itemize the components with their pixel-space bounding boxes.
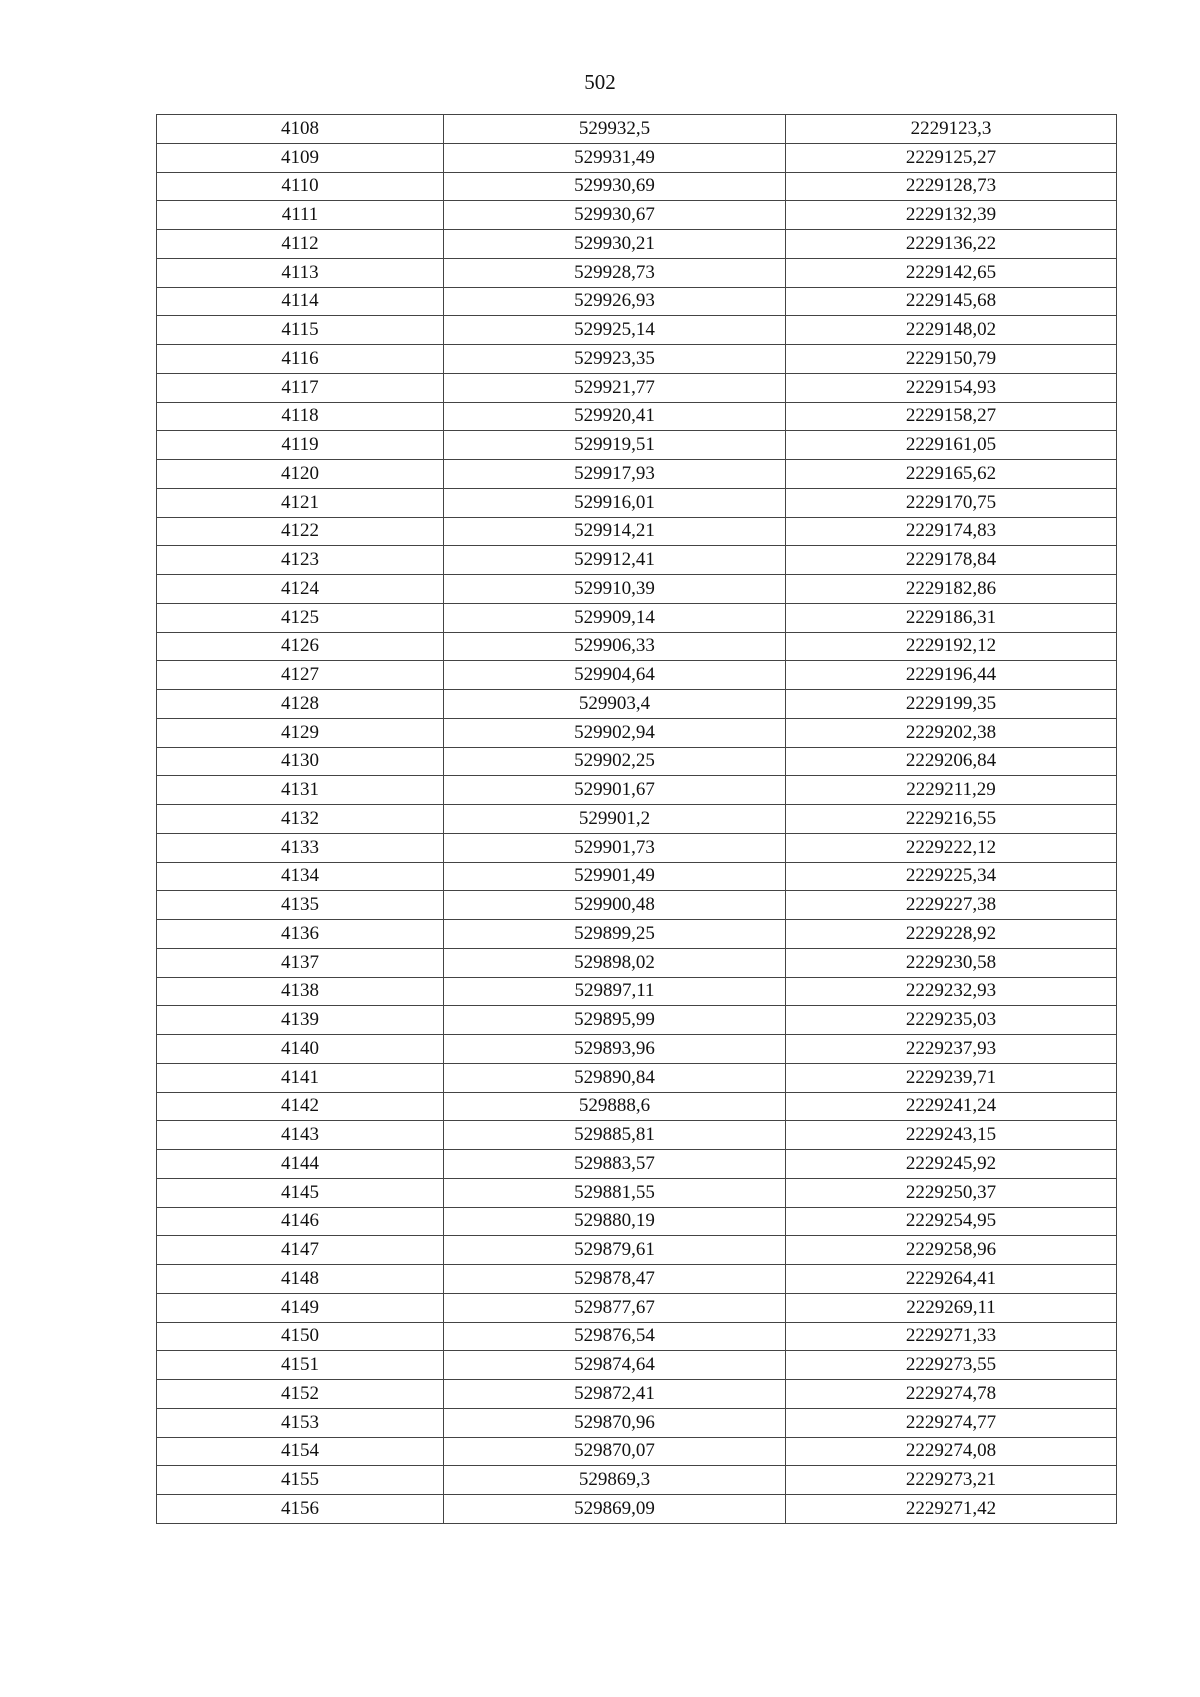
table-row: [157, 920, 1117, 949]
table-row: [157, 1380, 1117, 1409]
point-number-cell: 4118: [157, 402, 444, 431]
point-number-cell: 4143: [157, 1121, 444, 1150]
point-number-cell: 4111: [157, 201, 444, 230]
x-coordinate-cell: 529870,07: [444, 1437, 786, 1466]
y-coordinate-cell: 2229174,83: [786, 517, 1117, 546]
table-row: [157, 1121, 1117, 1150]
y-coordinate-cell: 2229250,37: [786, 1178, 1117, 1207]
point-number-cell: 4128: [157, 690, 444, 719]
x-coordinate-cell: 529903,4: [444, 690, 786, 719]
y-coordinate-cell: 2229258,96: [786, 1236, 1117, 1265]
table-row: [157, 632, 1117, 661]
table-row: [157, 1092, 1117, 1121]
y-coordinate-cell: 2229182,86: [786, 575, 1117, 604]
y-coordinate-cell: 2229178,84: [786, 546, 1117, 575]
x-coordinate-cell: 529930,67: [444, 201, 786, 230]
table-row: [157, 1293, 1117, 1322]
x-coordinate-cell: 529930,21: [444, 230, 786, 259]
y-coordinate-cell: 2229271,42: [786, 1495, 1117, 1524]
point-number-cell: 4136: [157, 920, 444, 949]
point-number-cell: 4116: [157, 345, 444, 374]
point-number-cell: 4117: [157, 373, 444, 402]
x-coordinate-cell: 529931,49: [444, 143, 786, 172]
point-number-cell: 4129: [157, 718, 444, 747]
x-coordinate-cell: 529869,3: [444, 1466, 786, 1495]
table-row: [157, 143, 1117, 172]
point-number-cell: 4150: [157, 1322, 444, 1351]
table-row: [157, 1207, 1117, 1236]
x-coordinate-cell: 529910,39: [444, 575, 786, 604]
y-coordinate-cell: 2229239,71: [786, 1063, 1117, 1092]
y-coordinate-cell: 2229222,12: [786, 833, 1117, 862]
table-row: [157, 1495, 1117, 1524]
point-number-cell: 4139: [157, 1006, 444, 1035]
point-number-cell: 4145: [157, 1178, 444, 1207]
point-number-cell: 4135: [157, 891, 444, 920]
point-number-cell: 4122: [157, 517, 444, 546]
x-coordinate-cell: 529909,14: [444, 603, 786, 632]
point-number-cell: 4153: [157, 1408, 444, 1437]
table-row: [157, 1006, 1117, 1035]
y-coordinate-cell: 2229273,21: [786, 1466, 1117, 1495]
table-row: [157, 1178, 1117, 1207]
x-coordinate-cell: 529901,67: [444, 776, 786, 805]
point-number-cell: 4132: [157, 805, 444, 834]
point-number-cell: 4130: [157, 747, 444, 776]
x-coordinate-cell: 529878,47: [444, 1265, 786, 1294]
table-row: [157, 546, 1117, 575]
y-coordinate-cell: 2229254,95: [786, 1207, 1117, 1236]
table-row: [157, 661, 1117, 690]
x-coordinate-cell: 529893,96: [444, 1035, 786, 1064]
y-coordinate-cell: 2229206,84: [786, 747, 1117, 776]
table-row: [157, 948, 1117, 977]
y-coordinate-cell: 2229192,12: [786, 632, 1117, 661]
point-number-cell: 4120: [157, 460, 444, 489]
table-row: [157, 690, 1117, 719]
y-coordinate-cell: 2229158,27: [786, 402, 1117, 431]
y-coordinate-cell: 2229196,44: [786, 661, 1117, 690]
x-coordinate-cell: 529880,19: [444, 1207, 786, 1236]
table-row: [157, 1063, 1117, 1092]
x-coordinate-cell: 529885,81: [444, 1121, 786, 1150]
table-row: [157, 805, 1117, 834]
table-row: [157, 1265, 1117, 1294]
page-number: 502: [584, 70, 616, 94]
x-coordinate-cell: 529930,69: [444, 172, 786, 201]
point-number-cell: 4115: [157, 316, 444, 345]
y-coordinate-cell: 2229136,22: [786, 230, 1117, 259]
x-coordinate-cell: 529920,41: [444, 402, 786, 431]
y-coordinate-cell: 2229269,11: [786, 1293, 1117, 1322]
table-row: [157, 402, 1117, 431]
point-number-cell: 4155: [157, 1466, 444, 1495]
point-number-cell: 4131: [157, 776, 444, 805]
x-coordinate-cell: 529902,94: [444, 718, 786, 747]
x-coordinate-cell: 529926,93: [444, 287, 786, 316]
x-coordinate-cell: 529932,5: [444, 115, 786, 144]
x-coordinate-cell: 529877,67: [444, 1293, 786, 1322]
table-row: [157, 1466, 1117, 1495]
point-number-cell: 4119: [157, 431, 444, 460]
table-row: [157, 1408, 1117, 1437]
y-coordinate-cell: 2229165,62: [786, 460, 1117, 489]
x-coordinate-cell: 529923,35: [444, 345, 786, 374]
table-row: [157, 718, 1117, 747]
table-row: [157, 373, 1117, 402]
y-coordinate-cell: 2229154,93: [786, 373, 1117, 402]
point-number-cell: 4151: [157, 1351, 444, 1380]
point-number-cell: 4121: [157, 488, 444, 517]
y-coordinate-cell: 2229161,05: [786, 431, 1117, 460]
point-number-cell: 4108: [157, 115, 444, 144]
x-coordinate-cell: 529900,48: [444, 891, 786, 920]
point-number-cell: 4113: [157, 258, 444, 287]
y-coordinate-cell: 2229145,68: [786, 287, 1117, 316]
point-number-cell: 4127: [157, 661, 444, 690]
table-row: [157, 258, 1117, 287]
point-number-cell: 4109: [157, 143, 444, 172]
x-coordinate-cell: 529870,96: [444, 1408, 786, 1437]
table-row: [157, 316, 1117, 345]
point-number-cell: 4137: [157, 948, 444, 977]
y-coordinate-cell: 2229274,77: [786, 1408, 1117, 1437]
y-coordinate-cell: 2229125,27: [786, 143, 1117, 172]
y-coordinate-cell: 2229228,92: [786, 920, 1117, 949]
x-coordinate-cell: 529928,73: [444, 258, 786, 287]
point-number-cell: 4123: [157, 546, 444, 575]
x-coordinate-cell: 529901,2: [444, 805, 786, 834]
table-row: [157, 488, 1117, 517]
coordinates-table: [156, 114, 1117, 1524]
point-number-cell: 4148: [157, 1265, 444, 1294]
y-coordinate-cell: 2229271,33: [786, 1322, 1117, 1351]
table-row: [157, 977, 1117, 1006]
x-coordinate-cell: 529881,55: [444, 1178, 786, 1207]
y-coordinate-cell: 2229132,39: [786, 201, 1117, 230]
x-coordinate-cell: 529925,14: [444, 316, 786, 345]
point-number-cell: 4144: [157, 1150, 444, 1179]
table-row: [157, 1035, 1117, 1064]
point-number-cell: 4125: [157, 603, 444, 632]
point-number-cell: 4126: [157, 632, 444, 661]
x-coordinate-cell: 529921,77: [444, 373, 786, 402]
table-row: [157, 747, 1117, 776]
table-row: [157, 575, 1117, 604]
point-number-cell: 4152: [157, 1380, 444, 1409]
table-row: [157, 1322, 1117, 1351]
table-row: [157, 115, 1117, 144]
y-coordinate-cell: 2229199,35: [786, 690, 1117, 719]
x-coordinate-cell: 529917,93: [444, 460, 786, 489]
y-coordinate-cell: 2229186,31: [786, 603, 1117, 632]
x-coordinate-cell: 529897,11: [444, 977, 786, 1006]
y-coordinate-cell: 2229264,41: [786, 1265, 1117, 1294]
y-coordinate-cell: 2229202,38: [786, 718, 1117, 747]
y-coordinate-cell: 2229170,75: [786, 488, 1117, 517]
point-number-cell: 4147: [157, 1236, 444, 1265]
point-number-cell: 4149: [157, 1293, 444, 1322]
x-coordinate-cell: 529916,01: [444, 488, 786, 517]
x-coordinate-cell: 529869,09: [444, 1495, 786, 1524]
y-coordinate-cell: 2229274,78: [786, 1380, 1117, 1409]
point-number-cell: 4154: [157, 1437, 444, 1466]
y-coordinate-cell: 2229245,92: [786, 1150, 1117, 1179]
point-number-cell: 4124: [157, 575, 444, 604]
table-row: [157, 776, 1117, 805]
y-coordinate-cell: 2229216,55: [786, 805, 1117, 834]
y-coordinate-cell: 2229243,15: [786, 1121, 1117, 1150]
y-coordinate-cell: 2229211,29: [786, 776, 1117, 805]
table-row: [157, 1150, 1117, 1179]
point-number-cell: 4140: [157, 1035, 444, 1064]
coordinates-table-body: [157, 115, 1117, 1524]
table-row: [157, 517, 1117, 546]
y-coordinate-cell: 2229225,34: [786, 862, 1117, 891]
x-coordinate-cell: 529898,02: [444, 948, 786, 977]
x-coordinate-cell: 529890,84: [444, 1063, 786, 1092]
y-coordinate-cell: 2229227,38: [786, 891, 1117, 920]
x-coordinate-cell: 529904,64: [444, 661, 786, 690]
y-coordinate-cell: 2229241,24: [786, 1092, 1117, 1121]
point-number-cell: 4110: [157, 172, 444, 201]
table-row: [157, 1351, 1117, 1380]
x-coordinate-cell: 529912,41: [444, 546, 786, 575]
x-coordinate-cell: 529906,33: [444, 632, 786, 661]
point-number-cell: 4141: [157, 1063, 444, 1092]
point-number-cell: 4112: [157, 230, 444, 259]
y-coordinate-cell: 2229237,93: [786, 1035, 1117, 1064]
y-coordinate-cell: 2229142,65: [786, 258, 1117, 287]
point-number-cell: 4142: [157, 1092, 444, 1121]
point-number-cell: 4146: [157, 1207, 444, 1236]
x-coordinate-cell: 529899,25: [444, 920, 786, 949]
table-row: [157, 1236, 1117, 1265]
point-number-cell: 4133: [157, 833, 444, 862]
x-coordinate-cell: 529914,21: [444, 517, 786, 546]
point-number-cell: 4134: [157, 862, 444, 891]
table-row: [157, 172, 1117, 201]
table-row: [157, 460, 1117, 489]
x-coordinate-cell: 529874,64: [444, 1351, 786, 1380]
y-coordinate-cell: 2229150,79: [786, 345, 1117, 374]
x-coordinate-cell: 529901,73: [444, 833, 786, 862]
point-number-cell: 4156: [157, 1495, 444, 1524]
point-number-cell: 4114: [157, 287, 444, 316]
y-coordinate-cell: 2229148,02: [786, 316, 1117, 345]
x-coordinate-cell: 529902,25: [444, 747, 786, 776]
x-coordinate-cell: 529888,6: [444, 1092, 786, 1121]
y-coordinate-cell: 2229235,03: [786, 1006, 1117, 1035]
table-row: [157, 230, 1117, 259]
x-coordinate-cell: 529895,99: [444, 1006, 786, 1035]
y-coordinate-cell: 2229273,55: [786, 1351, 1117, 1380]
table-row: [157, 833, 1117, 862]
table-row: [157, 891, 1117, 920]
y-coordinate-cell: 2229274,08: [786, 1437, 1117, 1466]
x-coordinate-cell: 529876,54: [444, 1322, 786, 1351]
x-coordinate-cell: 529901,49: [444, 862, 786, 891]
y-coordinate-cell: 2229232,93: [786, 977, 1117, 1006]
y-coordinate-cell: 2229128,73: [786, 172, 1117, 201]
table-row: [157, 1437, 1117, 1466]
table-row: [157, 431, 1117, 460]
table-row: [157, 201, 1117, 230]
x-coordinate-cell: 529883,57: [444, 1150, 786, 1179]
x-coordinate-cell: 529872,41: [444, 1380, 786, 1409]
y-coordinate-cell: 2229230,58: [786, 948, 1117, 977]
table-row: [157, 345, 1117, 374]
point-number-cell: 4138: [157, 977, 444, 1006]
x-coordinate-cell: 529919,51: [444, 431, 786, 460]
table-row: [157, 287, 1117, 316]
table-row: [157, 862, 1117, 891]
y-coordinate-cell: 2229123,3: [786, 115, 1117, 144]
x-coordinate-cell: 529879,61: [444, 1236, 786, 1265]
table-row: [157, 603, 1117, 632]
